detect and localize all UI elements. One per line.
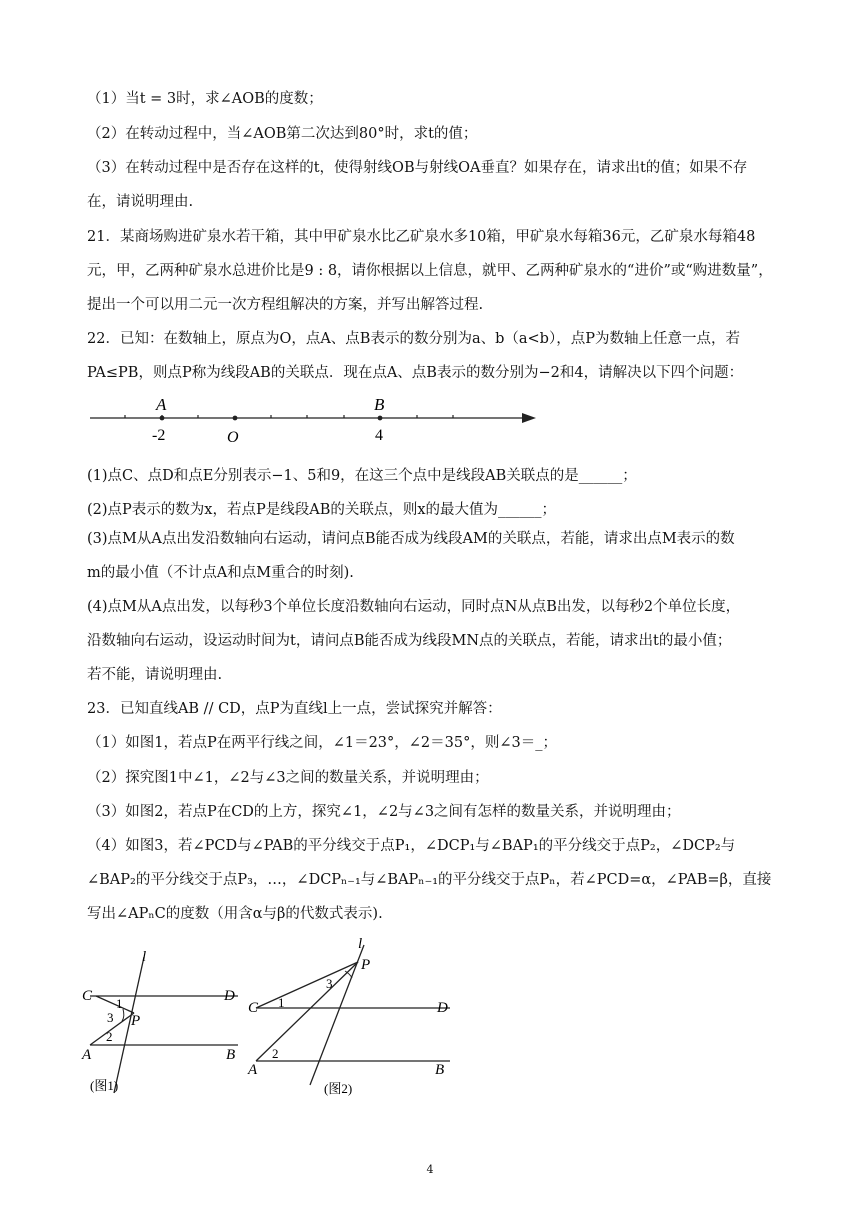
- label-four: 4: [375, 427, 383, 444]
- q21-line1: 21．某商场购进矿泉水若干箱，其中甲矿泉水比乙矿泉水多10箱，甲矿泉水每箱36元，乙矿泉水每箱48: [87, 229, 756, 245]
- q21-line3: 提出一个可以用二元一次方程组解决的方案，并写出解答过程.: [87, 297, 484, 313]
- q23-line1: 23．已知直线AB // CD，点P为直线l上一点，尝试探究并解答：: [87, 701, 502, 717]
- fig2-caption: (图2): [324, 1081, 353, 1096]
- q23-part4-line2: ∠BAP₂的平分线交于点P₃，…，∠DCPₙ₋₁与∠BAPₙ₋₁的平分线交于点Pₙ，若∠PCD=α，∠PAB=β，直接: [87, 872, 772, 888]
- fig1-label-b: B: [226, 1047, 236, 1063]
- q21-line2: 元，甲，乙两种矿泉水总进价比是9 : 8，请你根据以上信息，就甲、乙两种矿泉水的“进价”或“购进数量”，: [87, 263, 773, 279]
- fig1-label-d: D: [224, 988, 235, 1004]
- q22-part1: (1)点C、点D和点E分别表示−1、5和9，在这三个点中是线段AB关联点的是______；: [87, 468, 637, 484]
- fig2-angle-1: 1: [278, 995, 285, 1010]
- q22-line1: 22．已知：在数轴上，原点为O，点A、点B表示的数分别为a、b（a<b），点P为数轴上任意一点，若: [87, 331, 740, 347]
- point-a: [160, 416, 165, 421]
- fig2-angle-3: 3: [326, 976, 333, 991]
- q22-part4-line1: (4)点M从A点出发，以每秒3个单位长度沿数轴向右运动，同时点N从点B出发，以每秒2个单位长度，: [87, 599, 741, 615]
- label-o: O: [227, 429, 239, 446]
- figure-2: [240, 930, 462, 1100]
- label-a: A: [156, 395, 167, 414]
- q23-part4-line1: （4）如图3，若∠PCD与∠PAB的平分线交于点P₁，∠DCP₁与∠BAP₁的平分线交于点P₂，∠DCP₂与: [87, 838, 736, 854]
- fig1-label-a: A: [82, 1047, 92, 1063]
- q20-part3-line1: （3）在转动过程中是否存在这样的t，使得射线OB与射线OA垂直？如果存在，请求出t的值；如果不存: [87, 160, 748, 176]
- q20-part3-line2: 在，请说明理由.: [87, 194, 194, 210]
- fig1-caption: (图1): [90, 1078, 119, 1093]
- fig2-label-d: D: [437, 1000, 448, 1016]
- q23-part1: （1）如图1，若点P在两平行线之间，∠1＝23°，∠2＝35°，则∠3＝_；: [87, 735, 557, 751]
- q22-part4-line2: 沿数轴向右运动，设运动时间为t，请问点B能否成为线段MN点的关联点，若能，请求出t的最小值；: [87, 633, 732, 649]
- q20-part2: （2）在转动过程中，当∠AOB第二次达到80°时，求t的值；: [87, 126, 478, 142]
- point-b: [378, 416, 383, 421]
- page-number: 4: [426, 1163, 434, 1176]
- label-minus-two: -2: [152, 427, 166, 444]
- fig2-angle-2: 2: [272, 1046, 279, 1061]
- q22-part3-line1: (3)点M从A点出发沿数轴向右运动，请问点B能否成为线段AM的关联点，若能，请求出点M表示的数: [87, 531, 735, 547]
- q22-part4-line3: 若不能，请说明理由.: [87, 667, 223, 683]
- q23-part3: （3）如图2，若点P在CD的上方，探究∠1，∠2与∠3之间有怎样的数量关系，并说明理由；: [87, 804, 681, 820]
- fig2-label-a: A: [248, 1062, 258, 1078]
- fig1-angle-1: 1: [116, 996, 123, 1011]
- fig1-angle-2: 2: [106, 1029, 113, 1044]
- q23-part2: （2）探究图1中∠1，∠2与∠3之间的数量关系，并说明理由；: [87, 770, 489, 786]
- number-line-figure: [80, 388, 550, 450]
- fig2-label-l: l: [358, 936, 363, 952]
- q23-part4-line3: 写出∠APₙC的度数（用含α与β的代数式表示).: [87, 906, 383, 922]
- arrow-right-icon: [522, 413, 536, 423]
- label-b: B: [374, 395, 385, 414]
- fig1-angle-3: 3: [107, 1010, 114, 1025]
- point-o: [233, 416, 238, 421]
- q20-part1: （1）当t = 3时，求∠AOB的度数；: [87, 91, 323, 107]
- q22-part2: (2)点P表示的数为x，若点P是线段AB的关联点，则x的最大值为______；: [87, 502, 557, 518]
- fig2-label-b: B: [435, 1062, 445, 1078]
- fig1-label-l: l: [142, 949, 147, 965]
- fig1-label-c: C: [82, 988, 93, 1004]
- fig1-label-p: P: [131, 1013, 141, 1029]
- fig2-label-p: P: [361, 957, 371, 973]
- q22-part3-line2: m的最小值（不计点A和点M重合的时刻).: [87, 565, 354, 581]
- q22-line2: PA≤PB，则点P称为线段AB的关联点．现在点A、点B表示的数分别为−2和4，请解决以下四个问题：: [87, 365, 744, 381]
- fig2-label-c: C: [248, 1000, 259, 1016]
- figure-1: [78, 945, 248, 1105]
